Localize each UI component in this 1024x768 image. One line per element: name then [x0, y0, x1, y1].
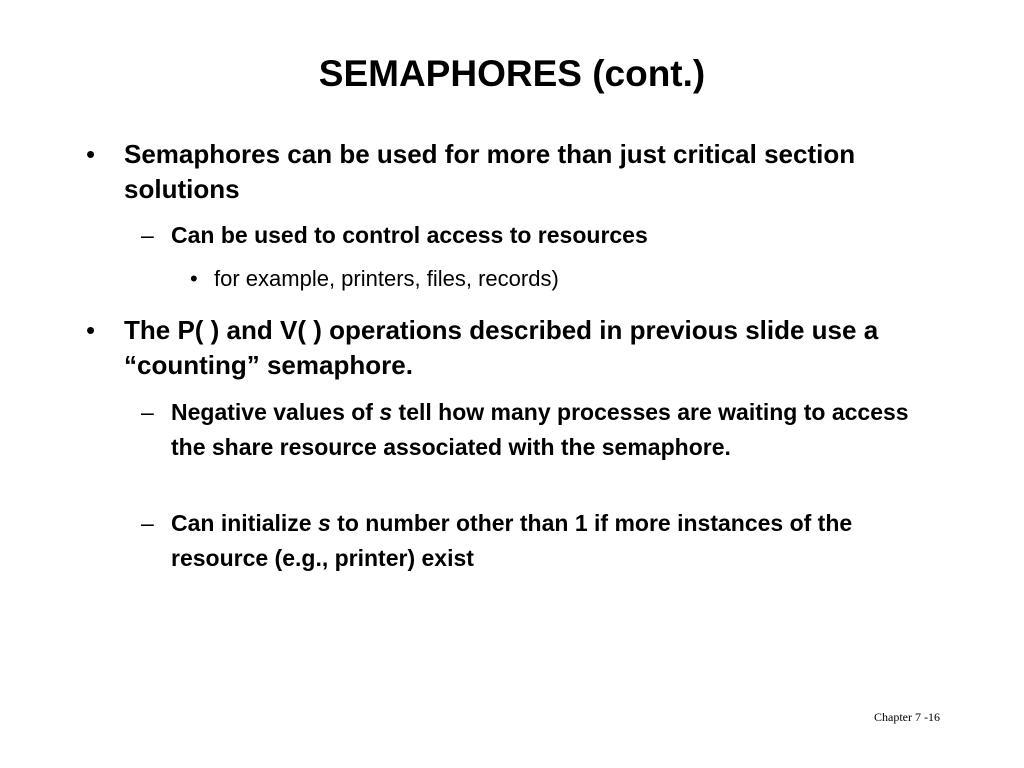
bullet-2-sub-1-text-start: Negative values of — [171, 399, 380, 425]
bullet-marker: • — [190, 266, 198, 291]
bullet-1-sub-1-sub-1-text: for example, printers, files, records) — [214, 266, 559, 291]
slide-title: SEMAPHORES (cont.) — [318, 53, 706, 94]
bullet-marker: • — [86, 315, 96, 345]
dash-marker: – — [141, 510, 154, 536]
bullet-1-text: Semaphores can be used for more than just critical section solutions — [124, 139, 856, 204]
slide-footer: Chapter 7 -16 — [874, 710, 940, 724]
bullet-1-sub-1-sub-1 — [190, 265, 914, 293]
bullet-2-sub-1 — [141, 395, 941, 465]
bullet-2 — [86, 313, 914, 383]
variable-s: s — [379, 399, 393, 425]
variable-s: s — [317, 510, 331, 536]
bullet-1 — [86, 137, 914, 207]
dash-marker: – — [141, 399, 154, 425]
bullet-2-sub-2-text-start: Can initialize — [171, 510, 318, 536]
bullet-1-sub-1 — [141, 218, 941, 253]
bullet-1-sub-1-text: Can be used to control access to resources — [171, 222, 648, 248]
bullet-2-sub-2-text-end: to number other than 1 if more instances of the resource (e.g., printer) exist — [171, 510, 853, 571]
bullet-marker: • — [86, 139, 96, 169]
bullet-2-sub-1-text-end: tell how many processes are waiting to access the share resource associated with the semaphore. — [171, 399, 909, 460]
dash-marker: – — [141, 222, 154, 248]
bullet-2-sub-2 — [141, 506, 941, 576]
bullet-2-text: The P( ) and V( ) operations described in previous slide use a “counting” semaphore. — [124, 315, 879, 380]
